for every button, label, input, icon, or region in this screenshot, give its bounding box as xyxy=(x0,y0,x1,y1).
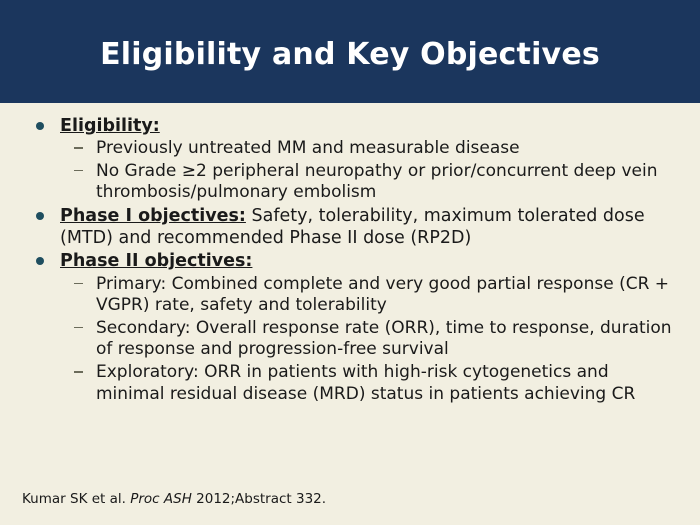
bullet-heading: Phase I objectives: xyxy=(60,205,246,226)
dash-icon xyxy=(74,371,83,373)
sub-bullet xyxy=(26,318,678,361)
sub-bullet xyxy=(26,138,678,160)
sub-bullet xyxy=(26,274,678,317)
bullet-heading: Phase II objectives: xyxy=(60,251,253,272)
dash-icon xyxy=(74,147,83,149)
dash-icon xyxy=(74,170,83,172)
citation-source: Proc ASH xyxy=(130,491,192,507)
sub-bullet-label: No Grade ≥2 peripheral neuropathy or prior/concurrent deep vein thrombosis/pulmonary embolism xyxy=(96,160,658,203)
sub-bullet-label: Secondary: Overall response rate (ORR), time to response, duration of response and progression-free survival xyxy=(96,317,672,360)
slide-body xyxy=(26,115,678,406)
bullet-heading-text: Safety, tolerability, maximum tolerated dose (MTD) and recommended Phase II dose (RP2D) xyxy=(60,205,645,249)
bullet-dot-icon xyxy=(36,257,44,265)
bullet-dot-icon xyxy=(36,212,44,220)
bullet-heading: Eligibility: xyxy=(60,116,160,136)
sub-bullet-label: Previously untreated MM and measurable disease xyxy=(96,138,520,159)
sub-bullet xyxy=(26,362,678,405)
dash-icon xyxy=(74,283,83,285)
citation-pre: Kumar SK et al. xyxy=(22,491,131,507)
bullet-phase-i-objectives xyxy=(26,205,678,249)
bullet-eligibility xyxy=(26,115,678,137)
sub-bullet-label: Exploratory: ORR in patients with high-risk cytogenetics and minimal residual disease (MRD) status in patients achieving CR xyxy=(96,361,636,404)
citation-post: 2012;Abstract 332. xyxy=(191,491,327,507)
sub-bullet xyxy=(26,161,678,204)
dash-icon xyxy=(74,327,83,329)
page-title: Eligibility and Key Objectives xyxy=(100,37,600,72)
sub-bullet-label: Primary: Combined complete and very good partial response (CR + VGPR) rate, safety and tolerability xyxy=(96,273,670,316)
bullet-dot-icon xyxy=(36,122,44,130)
bullet-phase-ii-objectives xyxy=(26,250,678,272)
citation xyxy=(22,491,326,507)
